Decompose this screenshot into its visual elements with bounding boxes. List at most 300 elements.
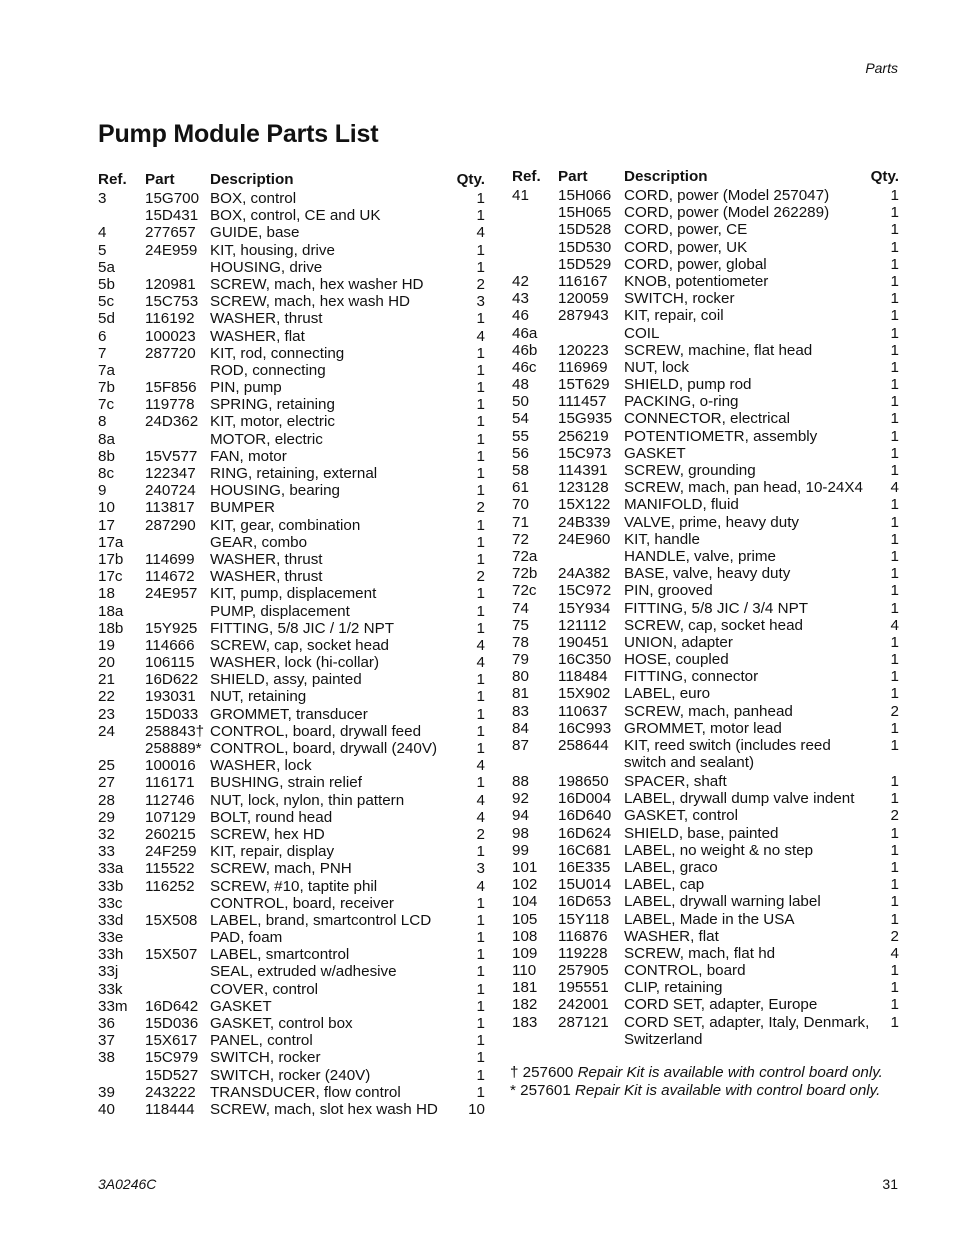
qty-cell: 1 (476, 894, 485, 912)
table-row (512, 617, 901, 634)
table-row (98, 259, 487, 276)
description-cell: ROD, connecting (210, 361, 326, 379)
part-number-cell: 116192 (145, 310, 195, 328)
ref-cell: 71 (512, 513, 529, 531)
qty-cell: 1 (890, 358, 899, 376)
qty-cell: 1 (890, 290, 899, 308)
table-row (512, 790, 901, 807)
ref-cell: 33j (98, 963, 119, 981)
parts-table-right (512, 167, 901, 1050)
table-row (512, 928, 901, 945)
qty-cell: 1 (890, 513, 899, 531)
qty-cell: 1 (476, 740, 485, 757)
footnote-text: Repair Kit is available with control board only. (575, 1081, 881, 1099)
description-cell: LABEL, Made in the USA (624, 910, 795, 928)
parts-table-left (98, 170, 487, 1118)
qty-cell: 1 (476, 774, 485, 792)
part-number-cell: 240724 (145, 482, 196, 500)
ref-cell: 55 (512, 427, 529, 445)
description-cell: GASKET, control (624, 807, 738, 825)
qty-cell: 1 (476, 379, 485, 397)
part-number-cell: 15Y118 (558, 910, 610, 928)
table-row (98, 1067, 487, 1084)
table-row (98, 396, 487, 413)
description-cell: KIT, gear, combination (210, 516, 361, 534)
description-cell: BOLT, round head (210, 808, 333, 826)
part-number-cell: 122347 (145, 465, 196, 482)
ref-cell: 22 (98, 688, 115, 706)
part-number-cell: 15X508 (145, 911, 198, 929)
footnote-kit: † 257600 (510, 1064, 574, 1081)
description-cell: GASKET (624, 444, 686, 462)
description-cell: TRANSDUCER, flow control (210, 1083, 401, 1101)
ref-cell: 29 (98, 808, 115, 826)
ref-cell: 46b (512, 341, 538, 359)
qty-cell: 1 (890, 633, 899, 651)
part-number-cell: 16E335 (558, 858, 611, 876)
ref-cell: 32 (98, 825, 115, 843)
qty-cell: 1 (890, 307, 899, 325)
ref-cell: 7b (98, 379, 115, 397)
qty-cell: 1 (476, 963, 485, 981)
table-row (98, 740, 487, 757)
description-cell: BOX, control, CE and UK (210, 207, 381, 225)
table-row (512, 376, 901, 393)
qty-cell: 1 (476, 310, 485, 328)
table-row (98, 792, 487, 809)
ref-cell: 21 (98, 671, 115, 689)
table-row (98, 929, 487, 946)
table-row (98, 654, 487, 671)
table-row (98, 242, 487, 259)
table-header (512, 167, 901, 187)
description-cell: BOX, control (210, 190, 297, 207)
ref-cell: 18b (98, 619, 124, 637)
ref-cell: 92 (512, 790, 529, 808)
table-row (512, 221, 901, 238)
description-cell: GROMMET, transducer (210, 705, 368, 723)
description-cell: LABEL, graco (624, 858, 718, 876)
part-number-cell: 15D527 (145, 1066, 199, 1084)
ref-cell: 78 (512, 633, 529, 651)
ref-cell: 9 (98, 482, 107, 500)
ref-cell: 58 (512, 462, 529, 479)
ref-cell: 37 (98, 1032, 115, 1050)
table-row (512, 720, 901, 737)
table-row (512, 842, 901, 859)
table-row (98, 895, 487, 912)
qty-cell: 2 (476, 568, 485, 586)
qty-cell: 4 (476, 808, 485, 826)
description-cell: WASHER, flat (210, 327, 305, 345)
ref-cell: 20 (98, 654, 115, 672)
description-cell: KIT, repair, coil (624, 307, 724, 325)
description-cell: NUT, lock, nylon, thin pattern (210, 791, 405, 809)
ref-cell: 87 (512, 737, 529, 754)
qty-cell: 1 (890, 547, 899, 565)
qty-cell: 1 (476, 447, 485, 465)
ref-cell: 56 (512, 444, 529, 462)
ref-cell: 33k (98, 980, 123, 998)
ref-cell: 72 (512, 530, 529, 548)
description-cell: CORD, power, CE (624, 221, 748, 239)
part-number-cell: 114699 (145, 550, 195, 568)
qty-cell: 1 (476, 533, 485, 551)
description-cell: GASKET (210, 997, 272, 1015)
page-number: 31 (882, 1176, 898, 1192)
ref-cell: 80 (512, 668, 529, 686)
description-cell: COVER, control (210, 980, 319, 998)
qty-cell: 1 (476, 980, 485, 998)
part-number-cell: 115522 (145, 860, 195, 878)
description-cell: SCREW, mach, hex wash HD (210, 293, 411, 311)
qty-cell: 1 (890, 221, 899, 239)
table-row (512, 996, 901, 1013)
column-header-description: Description (210, 171, 294, 188)
qty-cell: 1 (890, 668, 899, 686)
qty-cell: 1 (890, 841, 899, 859)
qty-cell: 1 (890, 204, 899, 222)
ref-cell: 19 (98, 636, 115, 654)
table-row (512, 582, 901, 599)
part-number-cell: 15C979 (145, 1049, 199, 1067)
ref-cell: 33d (98, 911, 124, 929)
table-row (512, 962, 901, 979)
ref-cell: 4 (98, 224, 107, 242)
part-number-cell: 118484 (558, 668, 608, 686)
ref-cell: 98 (512, 824, 529, 842)
table-row (512, 807, 901, 824)
part-number-cell: 15C973 (558, 444, 612, 462)
qty-cell: 1 (890, 496, 899, 514)
footnote-text: Repair Kit is available with control board only. (577, 1064, 883, 1081)
description-cell: NUT, retaining (210, 688, 307, 706)
description-cell: SHIELD, assy, painted (210, 671, 362, 689)
part-number-cell: 106115 (145, 654, 195, 672)
ref-cell: 48 (512, 376, 529, 394)
table-row (98, 912, 487, 929)
table-row (98, 465, 487, 482)
part-number-cell: 100023 (145, 327, 196, 345)
description-cell: PUMP, displacement (210, 602, 350, 620)
part-number-cell: 15T629 (558, 376, 610, 394)
part-number-cell: 15F856 (145, 379, 197, 397)
qty-cell: 1 (890, 272, 899, 290)
ref-cell: 27 (98, 774, 115, 792)
description-cell: KIT, reed switch (includes reed switch and sealant) (624, 737, 831, 772)
table-row (98, 413, 487, 430)
part-number-cell: 24A382 (558, 565, 611, 583)
ref-cell: 74 (512, 599, 529, 617)
table-row (512, 325, 901, 342)
column-header-part: Part (145, 171, 175, 188)
qty-cell: 1 (890, 341, 899, 359)
table-row (512, 445, 901, 462)
ref-cell: 18a (98, 602, 124, 620)
qty-cell: 2 (890, 927, 899, 945)
description-cell: CORD, power (Model 262289) (624, 204, 830, 222)
part-number-cell: 15D529 (558, 255, 612, 273)
part-number-cell: 16D624 (558, 824, 612, 842)
qty-cell: 1 (476, 1032, 485, 1050)
part-number-cell: 258843† (145, 722, 205, 740)
part-number-cell: 287720 (145, 344, 196, 362)
part-number-cell: 15D528 (558, 221, 612, 239)
description-cell: LABEL, cap (624, 876, 705, 894)
description-cell: PIN, pump (210, 379, 282, 397)
description-cell: VALVE, prime, heavy duty (624, 513, 800, 531)
qty-cell: 4 (476, 757, 485, 775)
description-cell: LABEL, brand, smartcontrol LCD (210, 911, 432, 929)
part-number-cell: 15X507 (145, 946, 198, 964)
part-number-cell: 193031 (145, 688, 196, 706)
qty-cell: 1 (890, 876, 899, 894)
part-number-cell: 113817 (145, 499, 195, 517)
qty-cell: 4 (476, 791, 485, 809)
qty-cell: 1 (476, 946, 485, 964)
description-cell: PANEL, control (210, 1032, 313, 1050)
ref-cell: 83 (512, 702, 529, 720)
table-row (98, 534, 487, 551)
qty-cell: 1 (890, 582, 899, 600)
description-cell: SCREW, mach, PNH (210, 860, 352, 878)
part-number-cell: 256219 (558, 427, 609, 445)
qty-cell: 1 (890, 410, 899, 428)
description-cell: FITTING, connector (624, 668, 759, 686)
ref-cell: 38 (98, 1049, 115, 1067)
description-cell: CORD, power, UK (624, 238, 748, 256)
qty-cell: 1 (476, 361, 485, 379)
qty-cell: 2 (476, 499, 485, 517)
table-row (512, 187, 901, 204)
part-number-cell: 15G700 (145, 190, 200, 207)
ref-cell: 102 (512, 876, 538, 894)
table-row (98, 482, 487, 499)
part-number-cell: 258889* (145, 740, 202, 757)
ref-cell: 181 (512, 979, 538, 997)
column-header-description: Description (624, 168, 708, 185)
description-cell: SCREW, machine, flat head (624, 341, 813, 359)
part-number-cell: 16D640 (558, 807, 612, 825)
part-number-cell: 112746 (145, 791, 195, 809)
description-cell: SPACER, shaft (624, 773, 727, 790)
description-cell: WASHER, lock (210, 757, 312, 775)
description-cell: WASHER, thrust (210, 310, 323, 328)
part-number-cell: 16C993 (558, 719, 612, 737)
qty-cell: 2 (890, 807, 899, 825)
qty-cell: 1 (890, 187, 899, 204)
description-cell: KIT, motor, electric (210, 413, 335, 431)
table-row (512, 600, 901, 617)
ref-cell: 99 (512, 841, 529, 859)
qty-cell: 1 (476, 1015, 485, 1032)
table-row (512, 859, 901, 876)
qty-cell: 1 (890, 824, 899, 842)
description-cell: CONTROL, board (624, 962, 746, 980)
table-row (512, 393, 901, 410)
part-number-cell: 24E960 (558, 530, 611, 548)
ref-cell: 42 (512, 272, 529, 290)
ref-cell: 70 (512, 496, 529, 514)
ref-cell: 8a (98, 430, 115, 448)
ref-cell: 46c (512, 358, 537, 376)
part-number-cell: 16C350 (558, 651, 612, 669)
qty-cell: 4 (476, 654, 485, 672)
table-row (98, 190, 487, 207)
table-row (512, 479, 901, 496)
part-number-cell: 257905 (558, 962, 609, 980)
ref-cell: 105 (512, 910, 538, 928)
description-cell: LABEL, no weight & no step (624, 841, 814, 859)
description-cell: BUSHING, strain relief (210, 774, 362, 792)
table-row (512, 428, 901, 445)
ref-cell: 8 (98, 413, 107, 431)
part-number-cell: 16D642 (145, 997, 199, 1015)
ref-cell: 33e (98, 929, 124, 947)
ref-cell: 10 (98, 499, 115, 517)
table-row (98, 723, 487, 740)
description-cell: WASHER, thrust (210, 568, 323, 586)
description-cell: WASHER, lock (hi-collar) (210, 654, 380, 672)
ref-cell: 5 (98, 241, 107, 259)
table-row (98, 774, 487, 791)
ref-cell: 94 (512, 807, 529, 825)
ref-cell: 5d (98, 310, 115, 328)
part-number-cell: 15Y934 (558, 599, 611, 617)
ref-cell: 84 (512, 719, 529, 737)
description-cell: LABEL, drywall warning label (624, 893, 821, 911)
ref-cell: 39 (98, 1083, 115, 1101)
qty-cell: 1 (890, 910, 899, 928)
qty-cell: 1 (476, 602, 485, 620)
ref-cell: 72a (512, 547, 538, 565)
qty-cell: 1 (890, 719, 899, 737)
qty-cell: 1 (890, 979, 899, 997)
qty-cell: 1 (890, 376, 899, 394)
part-number-cell: 100016 (145, 757, 196, 775)
part-number-cell: 107129 (145, 808, 196, 826)
qty-cell: 4 (476, 877, 485, 895)
table-row (98, 826, 487, 843)
part-number-cell: 116876 (558, 927, 608, 945)
ref-cell: 46a (512, 324, 538, 342)
table-row (512, 256, 901, 273)
qty-cell: 2 (476, 825, 485, 843)
qty-cell: 1 (890, 651, 899, 669)
table-row (98, 757, 487, 774)
qty-cell: 1 (476, 688, 485, 706)
table-row (512, 651, 901, 668)
qty-cell: 1 (476, 911, 485, 929)
qty-cell: 1 (476, 619, 485, 637)
description-cell: GASKET, control box (210, 1015, 353, 1032)
table-row (512, 668, 901, 685)
part-number-cell: 121112 (558, 616, 607, 634)
qty-cell: 1 (890, 255, 899, 273)
part-number-cell: 120223 (558, 341, 609, 359)
part-number-cell: 16C681 (558, 841, 612, 859)
qty-cell: 1 (476, 1083, 485, 1101)
part-number-cell: 15G935 (558, 410, 613, 428)
part-number-cell: 15X122 (558, 496, 611, 514)
description-cell: POTENTIOMETR, assembly (624, 427, 818, 445)
table-row (98, 1049, 487, 1066)
ref-cell: 79 (512, 651, 529, 669)
qty-cell: 1 (476, 585, 485, 603)
qty-cell: 4 (476, 327, 485, 345)
table-row (98, 963, 487, 980)
ref-cell: 3 (98, 190, 107, 207)
table-row (98, 843, 487, 860)
description-cell: SWITCH, rocker (210, 1049, 321, 1067)
qty-cell: 1 (476, 430, 485, 448)
part-number-cell: 16D622 (145, 671, 199, 689)
description-cell: SCREW, cap, socket head (210, 636, 389, 654)
table-row (98, 946, 487, 963)
part-number-cell: 15D431 (145, 207, 199, 225)
table-row (98, 860, 487, 877)
part-number-cell: 15V577 (145, 447, 198, 465)
description-cell: WASHER, flat (624, 927, 719, 945)
description-cell: GUIDE, base (210, 224, 300, 242)
table-row (98, 207, 487, 224)
ref-cell: 8b (98, 447, 115, 465)
part-number-cell: 123128 (558, 479, 609, 497)
description-cell: MOTOR, electric (210, 430, 323, 448)
ref-cell: 7 (98, 344, 107, 362)
part-number-cell: 15D530 (558, 238, 612, 256)
part-number-cell: 120059 (558, 290, 609, 308)
table-row (512, 911, 901, 928)
description-cell: SWITCH, rocker (240V) (210, 1066, 371, 1084)
part-number-cell: 190451 (558, 633, 609, 651)
description-cell: SCREW, hex HD (210, 825, 325, 843)
description-cell: CONTROL, board, drywall feed (210, 722, 422, 740)
part-number-cell: 120981 (145, 275, 196, 293)
part-number-cell: 114672 (145, 568, 195, 586)
description-cell: LABEL, drywall dump valve indent (624, 790, 855, 808)
ref-cell: 24 (98, 722, 115, 740)
page-header-section: Parts (865, 60, 898, 76)
part-number-cell: 15D036 (145, 1015, 199, 1032)
part-number-cell: 114391 (558, 462, 608, 479)
parts-list-left (98, 190, 487, 1118)
qty-cell: 10 (468, 1100, 485, 1118)
description-cell: SCREW, mach, panhead (624, 702, 793, 720)
qty-cell: 4 (476, 224, 485, 242)
part-number-cell: 195551 (558, 979, 609, 997)
parts-list-right (512, 187, 901, 1050)
description-cell: SHIELD, pump rod (624, 376, 752, 394)
part-number-cell: 15H065 (558, 204, 612, 222)
ref-cell: 8c (98, 465, 115, 482)
part-number-cell: 111457 (558, 393, 607, 411)
ref-cell: 46 (512, 307, 529, 325)
qty-cell: 4 (890, 479, 899, 497)
description-cell: SCREW, mach, hex washer HD (210, 275, 424, 293)
qty-cell: 1 (890, 893, 899, 911)
ref-cell: 25 (98, 757, 115, 775)
table-row (98, 362, 487, 379)
part-number-cell: 15X617 (145, 1032, 198, 1050)
table-row (512, 204, 901, 221)
qty-cell: 1 (890, 444, 899, 462)
ref-cell: 88 (512, 773, 529, 790)
ref-cell: 110 (512, 962, 537, 980)
table-row (98, 637, 487, 654)
ref-cell: 33c (98, 894, 123, 912)
qty-cell: 1 (890, 790, 899, 808)
